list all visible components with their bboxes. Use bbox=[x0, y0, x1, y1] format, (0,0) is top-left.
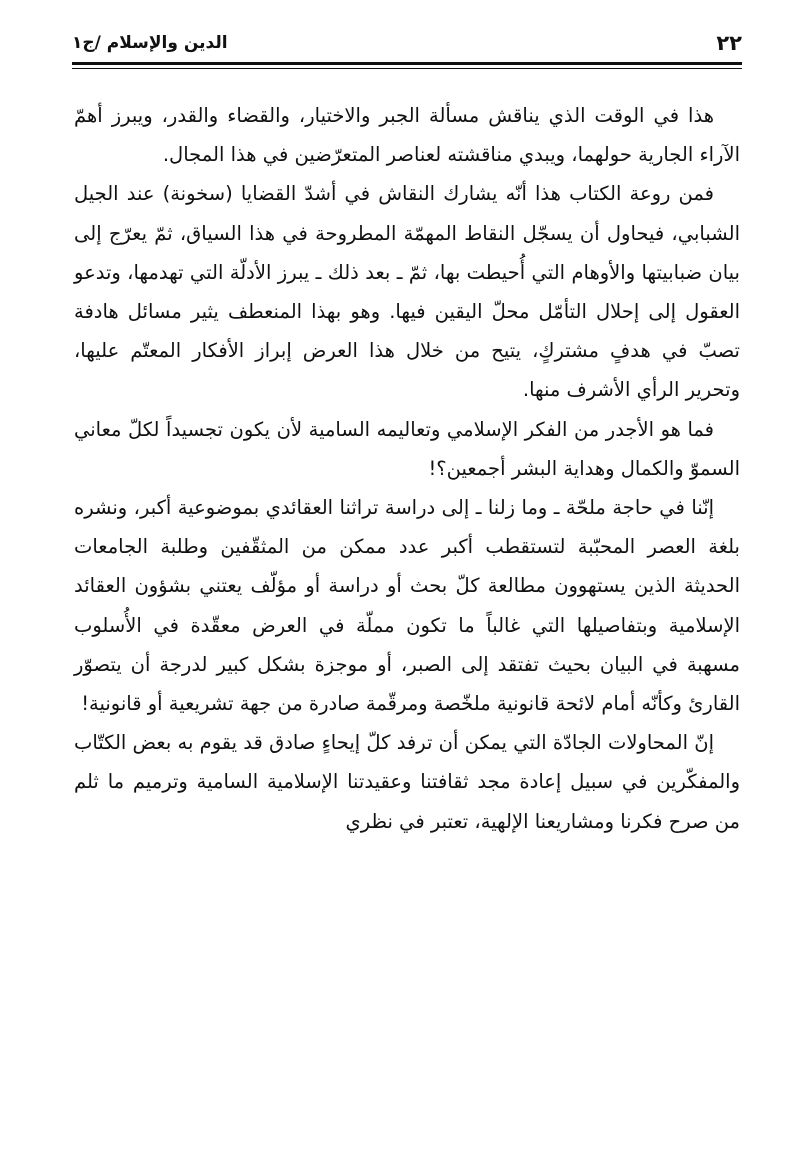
paragraph-2: فمن روعة الكتاب هذا أنّه يشارك النقاش في أشدّ القضايا (سخونة) عند الجيل الشبابي، فيحاول أن يسجّل النقاط المهمّة المطروحة في هذا السياق، ثمّ يعرّج إلى بيان ضبابيتها والأوهام التي أُحيطت بها، ثمّ ـ بعد ذلك ـ يبرز الأدلّة التي تهدمها، وتدعو العقول إلى إحلال التأمّل محلّ اليقين فيها. وهو بهذا المنعطف يثير مسائل هادفة تصبّ في هدفٍ مشتركٍ، يتيح من خلال هذا العرض إبراز الأفكار المعتّم عليها، وتحرير الرأي الأشرف منها. bbox=[74, 182, 740, 402]
body-text bbox=[74, 96, 740, 841]
paragraph-3: فما هو الأجدر من الفكر الإسلامي وتعاليمه السامية لأن يكون تجسيداً لكلّ معاني السموّ والكمال وهداية البشر أجمعين؟! bbox=[74, 417, 740, 480]
running-header bbox=[72, 28, 742, 62]
paragraph-4: إنّنا في حاجة ملحّة ـ وما زلنا ـ إلى دراسة تراثنا العقائدي بموضوعية أكبر، ونشره بلغة العصر المحبّبة لتستقطب أكبر عدد ممكن من المثقّفين وطلبة الجامعات الحديثة الذين يستهوون مطالعة كلّ بحث أو دراسة أو مؤلّف يعتني بشؤون العقائد الإسلامية وبتفاصيلها التي غالباً ما تكون مملّة في العرض معقّدة في الأُسلوب مسهبة في البيان بحيث تفتقد إلى الصبر، أو موجزة بشكل كبير لدرجة أن يتصوّر القارئ وكأنّه أمام لائحة قانونية ملخّصة ومرقّمة صادرة من جهة تشريعية أو قانونية! bbox=[74, 496, 740, 716]
running-title: الدين والإسلام /ج١ bbox=[72, 33, 228, 53]
paragraph-1: هذا في الوقت الذي يناقش مسألة الجبر والاختيار، والقضاء والقدر، ويبرز أهمّ الآراء الجارية حولهما، ويبدي مناقشته لعناصر المتعرّضين في هذا المجال. bbox=[74, 104, 740, 167]
page-number: ٢٢ bbox=[716, 31, 742, 55]
paragraph-5: إنّ المحاولات الجادّة التي يمكن أن ترفد كلّ إيحاءٍ صادق قد يقوم به بعض الكتّاب والمفكّرين في سبيل إعادة مجد ثقافتنا وعقيدتنا الإسلامية السامية وترميم ما ثلم من صرح فكرنا ومشاريعنا الإلهية، تعتبر في نظري bbox=[74, 731, 740, 833]
header-rule bbox=[72, 62, 742, 65]
header-rule-thin bbox=[72, 68, 742, 69]
